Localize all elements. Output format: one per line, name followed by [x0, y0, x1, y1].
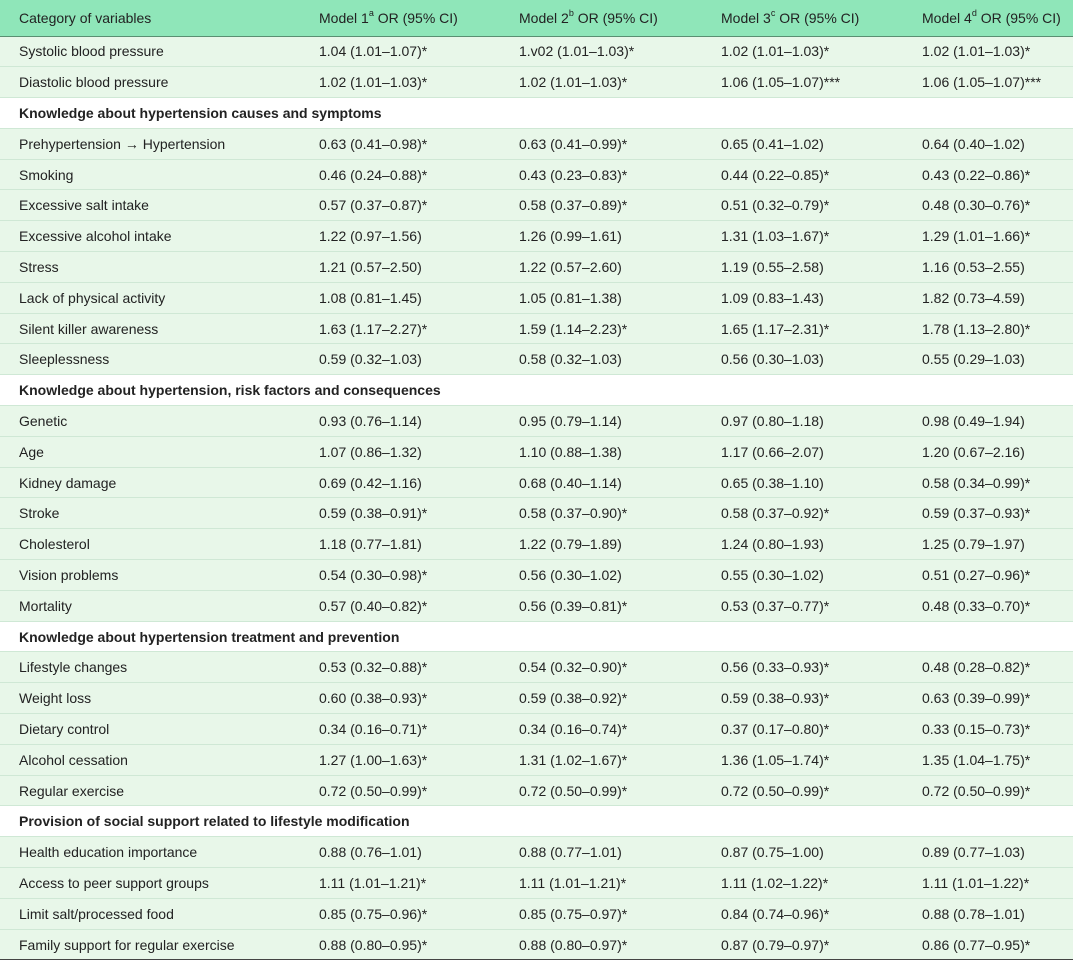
model-name: Model 1 — [319, 9, 369, 26]
odds-ratio-cell-model-4: 0.86 (0.77–0.95)* — [903, 929, 1073, 960]
table-row — [0, 837, 1073, 868]
odds-ratio-cell-model-3: 1.17 (0.66–2.07) — [702, 436, 903, 467]
variable-label: Regular exercise — [0, 775, 300, 806]
odds-ratio-cell-model-1: 0.63 (0.41–0.98)* — [300, 128, 500, 159]
header-model-1 — [300, 0, 500, 36]
table-row — [0, 714, 1073, 745]
odds-ratio-cell-model-2: 0.88 (0.80–0.97)* — [500, 929, 702, 960]
odds-ratio-cell-model-3: 0.87 (0.79–0.97)* — [702, 929, 903, 960]
table-row — [0, 252, 1073, 283]
table-row — [0, 929, 1073, 960]
odds-ratio-cell-model-1: 0.34 (0.16–0.71)* — [300, 714, 500, 745]
odds-ratio-cell-model-4: 0.48 (0.30–0.76)* — [903, 190, 1073, 221]
odds-ratio-cell-model-3: 1.02 (1.01–1.03)* — [702, 36, 903, 67]
variable-label: Sleeplessness — [0, 344, 300, 375]
odds-ratio-cell-model-1: 0.46 (0.24–0.88)* — [300, 159, 500, 190]
variable-label: Smoking — [0, 159, 300, 190]
variable-label: Weight loss — [0, 683, 300, 714]
table-row — [0, 498, 1073, 529]
table-body — [0, 36, 1073, 960]
odds-ratio-cell-model-3: 0.44 (0.22–0.85)* — [702, 159, 903, 190]
table-row — [0, 590, 1073, 621]
odds-ratio-cell-model-3: 0.84 (0.74–0.96)* — [702, 898, 903, 929]
odds-ratio-cell-model-3: 1.11 (1.02–1.22)* — [702, 868, 903, 899]
odds-ratio-cell-model-3: 0.65 (0.41–1.02) — [702, 128, 903, 159]
odds-ratio-cell-model-2: 0.56 (0.30–1.02) — [500, 560, 702, 591]
variable-label: Access to peer support groups — [0, 868, 300, 899]
odds-ratio-cell-model-2: 1.02 (1.01–1.03)* — [500, 67, 702, 98]
table-row — [0, 282, 1073, 313]
odds-ratio-cell-model-2: 1.v02 (1.01–1.03)* — [500, 36, 702, 67]
odds-ratio-cell-model-1: 0.59 (0.32–1.03) — [300, 344, 500, 375]
section-title: Knowledge about hypertension treatment and prevention — [0, 621, 1073, 652]
odds-ratio-cell-model-2: 0.95 (0.79–1.14) — [500, 406, 702, 437]
odds-ratio-cell-model-4: 1.20 (0.67–2.16) — [903, 436, 1073, 467]
odds-ratio-cell-model-3: 0.56 (0.33–0.93)* — [702, 652, 903, 683]
odds-ratio-cell-model-2: 0.63 (0.41–0.99)* — [500, 128, 702, 159]
odds-ratio-cell-model-3: 1.06 (1.05–1.07)*** — [702, 67, 903, 98]
odds-ratio-cell-model-1: 1.08 (0.81–1.45) — [300, 282, 500, 313]
odds-ratio-cell-model-1: 0.88 (0.80–0.95)* — [300, 929, 500, 960]
odds-ratio-cell-model-3: 0.59 (0.38–0.93)* — [702, 683, 903, 714]
odds-ratio-cell-model-3: 0.72 (0.50–0.99)* — [702, 775, 903, 806]
odds-ratio-cell-model-4: 0.48 (0.28–0.82)* — [903, 652, 1073, 683]
odds-ratio-cell-model-1: 0.93 (0.76–1.14) — [300, 406, 500, 437]
odds-ratio-cell-model-2: 1.05 (0.81–1.38) — [500, 282, 702, 313]
model-suffix: OR (95% CI) — [775, 9, 860, 26]
odds-ratio-cell-model-1: 0.85 (0.75–0.96)* — [300, 898, 500, 929]
model-suffix: OR (95% CI) — [976, 9, 1061, 26]
odds-ratio-cell-model-3: 1.31 (1.03–1.67)* — [702, 221, 903, 252]
table-row — [0, 652, 1073, 683]
table-row — [0, 344, 1073, 375]
variable-label: Stress — [0, 252, 300, 283]
table-row — [0, 221, 1073, 252]
variable-label: Mortality — [0, 590, 300, 621]
odds-ratio-cell-model-1: 1.18 (0.77–1.81) — [300, 529, 500, 560]
section-header-row — [0, 375, 1073, 406]
odds-ratio-cell-model-4: 0.72 (0.50–0.99)* — [903, 775, 1073, 806]
odds-ratio-cell-model-3: 0.55 (0.30–1.02) — [702, 560, 903, 591]
odds-ratio-cell-model-4: 1.02 (1.01–1.03)* — [903, 36, 1073, 67]
odds-ratio-cell-model-2: 1.59 (1.14–2.23)* — [500, 313, 702, 344]
odds-ratio-cell-model-3: 0.87 (0.75–1.00) — [702, 837, 903, 868]
table-row — [0, 467, 1073, 498]
odds-ratio-cell-model-4: 1.82 (0.73–4.59) — [903, 282, 1073, 313]
odds-ratio-cell-model-3: 1.24 (0.80–1.93) — [702, 529, 903, 560]
model-superscript: c — [770, 8, 776, 19]
odds-ratio-cell-model-3: 0.53 (0.37–0.77)* — [702, 590, 903, 621]
odds-ratio-cell-model-2: 0.58 (0.37–0.90)* — [500, 498, 702, 529]
odds-ratio-cell-model-4: 1.78 (1.13–2.80)* — [903, 313, 1073, 344]
variable-label: Alcohol cessation — [0, 744, 300, 775]
odds-ratio-cell-model-3: 1.19 (0.55–2.58) — [702, 252, 903, 283]
section-title: Provision of social support related to lifestyle modification — [0, 806, 1073, 837]
table-row — [0, 128, 1073, 159]
odds-ratio-cell-model-1: 1.07 (0.86–1.32) — [300, 436, 500, 467]
table-row — [0, 775, 1073, 806]
odds-ratio-cell-model-2: 0.56 (0.39–0.81)* — [500, 590, 702, 621]
odds-ratio-cell-model-1: 1.11 (1.01–1.21)* — [300, 868, 500, 899]
variable-label: Diastolic blood pressure — [0, 67, 300, 98]
section-header-row — [0, 98, 1073, 129]
section-header-row — [0, 621, 1073, 652]
odds-ratio-cell-model-2: 0.88 (0.77–1.01) — [500, 837, 702, 868]
odds-ratio-cell-model-3: 0.56 (0.30–1.03) — [702, 344, 903, 375]
model-suffix: OR (95% CI) — [373, 9, 458, 26]
odds-ratio-cell-model-2: 0.85 (0.75–0.97)* — [500, 898, 702, 929]
variable-label: Excessive alcohol intake — [0, 221, 300, 252]
odds-ratio-cell-model-2: 1.10 (0.88–1.38) — [500, 436, 702, 467]
odds-ratio-cell-model-2: 0.58 (0.37–0.89)* — [500, 190, 702, 221]
header-model-2 — [500, 0, 702, 36]
header-row — [0, 0, 1073, 36]
model-name: Model 4 — [922, 9, 972, 26]
variable-label: Stroke — [0, 498, 300, 529]
model-superscript: a — [368, 8, 374, 19]
odds-ratio-cell-model-4: 0.89 (0.77–1.03) — [903, 837, 1073, 868]
table-row — [0, 868, 1073, 899]
odds-ratio-cell-model-1: 0.53 (0.32–0.88)* — [300, 652, 500, 683]
model-suffix: OR (95% CI) — [573, 9, 658, 26]
variable-label: Silent killer awareness — [0, 313, 300, 344]
odds-ratio-cell-model-3: 1.09 (0.83–1.43) — [702, 282, 903, 313]
variable-label: Systolic blood pressure — [0, 36, 300, 67]
table-row — [0, 683, 1073, 714]
model-superscript: d — [971, 8, 977, 19]
variable-label: Age — [0, 436, 300, 467]
model-name: Model 2 — [519, 9, 569, 26]
variable-label: Vision problems — [0, 560, 300, 591]
odds-ratio-cell-model-1: 1.02 (1.01–1.03)* — [300, 67, 500, 98]
odds-ratio-cell-model-4: 0.51 (0.27–0.96)* — [903, 560, 1073, 591]
odds-ratio-cell-model-1: 0.54 (0.30–0.98)* — [300, 560, 500, 591]
odds-ratio-cell-model-2: 1.11 (1.01–1.21)* — [500, 868, 702, 899]
odds-ratio-cell-model-3: 0.97 (0.80–1.18) — [702, 406, 903, 437]
odds-ratio-cell-model-4: 1.35 (1.04–1.75)* — [903, 744, 1073, 775]
odds-ratio-cell-model-2: 1.22 (0.57–2.60) — [500, 252, 702, 283]
variable-label: Lack of physical activity — [0, 282, 300, 313]
odds-ratio-cell-model-4: 0.58 (0.34–0.99)* — [903, 467, 1073, 498]
odds-ratio-cell-model-4: 1.29 (1.01–1.66)* — [903, 221, 1073, 252]
odds-ratio-cell-model-3: 1.65 (1.17–2.31)* — [702, 313, 903, 344]
odds-ratio-cell-model-2: 0.54 (0.32–0.90)* — [500, 652, 702, 683]
odds-ratio-cell-model-4: 0.88 (0.78–1.01) — [903, 898, 1073, 929]
table-row — [0, 67, 1073, 98]
variable-label: Prehypertension → Hypertension — [0, 128, 300, 159]
odds-ratio-cell-model-2: 0.59 (0.38–0.92)* — [500, 683, 702, 714]
variable-label: Limit salt/processed food — [0, 898, 300, 929]
table-row — [0, 159, 1073, 190]
odds-ratio-cell-model-4: 0.48 (0.33–0.70)* — [903, 590, 1073, 621]
odds-ratio-cell-model-2: 1.26 (0.99–1.61) — [500, 221, 702, 252]
odds-ratio-cell-model-1: 1.63 (1.17–2.27)* — [300, 313, 500, 344]
odds-ratio-cell-model-2: 1.31 (1.02–1.67)* — [500, 744, 702, 775]
odds-ratio-cell-model-4: 0.55 (0.29–1.03) — [903, 344, 1073, 375]
variable-label: Health education importance — [0, 837, 300, 868]
odds-ratio-cell-model-4: 0.64 (0.40–1.02) — [903, 128, 1073, 159]
odds-ratio-cell-model-4: 0.98 (0.49–1.94) — [903, 406, 1073, 437]
odds-ratio-cell-model-2: 0.68 (0.40–1.14) — [500, 467, 702, 498]
odds-ratio-cell-model-1: 1.04 (1.01–1.07)* — [300, 36, 500, 67]
header-model-3 — [702, 0, 903, 36]
odds-ratio-cell-model-4: 1.11 (1.01–1.22)* — [903, 868, 1073, 899]
odds-ratio-cell-model-1: 0.69 (0.42–1.16) — [300, 467, 500, 498]
variable-label: Kidney damage — [0, 467, 300, 498]
table-row — [0, 560, 1073, 591]
odds-ratio-cell-model-3: 1.36 (1.05–1.74)* — [702, 744, 903, 775]
odds-ratio-cell-model-3: 0.58 (0.37–0.92)* — [702, 498, 903, 529]
table-row — [0, 190, 1073, 221]
odds-ratio-cell-model-1: 0.88 (0.76–1.01) — [300, 837, 500, 868]
odds-ratio-cell-model-4: 1.25 (0.79–1.97) — [903, 529, 1073, 560]
odds-ratio-cell-model-1: 0.72 (0.50–0.99)* — [300, 775, 500, 806]
odds-ratio-cell-model-1: 0.57 (0.37–0.87)* — [300, 190, 500, 221]
odds-ratio-cell-model-3: 0.51 (0.32–0.79)* — [702, 190, 903, 221]
odds-ratio-cell-model-1: 1.27 (1.00–1.63)* — [300, 744, 500, 775]
variable-label: Dietary control — [0, 714, 300, 745]
table-header — [0, 0, 1073, 36]
odds-ratio-cell-model-4: 0.43 (0.22–0.86)* — [903, 159, 1073, 190]
odds-ratio-cell-model-2: 1.22 (0.79–1.89) — [500, 529, 702, 560]
table-row — [0, 313, 1073, 344]
section-title: Knowledge about hypertension, risk factors and consequences — [0, 375, 1073, 406]
header-category: Category of variables — [0, 0, 300, 36]
variable-label: Excessive salt intake — [0, 190, 300, 221]
table-row — [0, 436, 1073, 467]
section-header-row — [0, 806, 1073, 837]
variable-label: Cholesterol — [0, 529, 300, 560]
odds-ratio-cell-model-2: 0.34 (0.16–0.74)* — [500, 714, 702, 745]
odds-ratio-cell-model-3: 0.65 (0.38–1.10) — [702, 467, 903, 498]
odds-ratio-cell-model-1: 0.60 (0.38–0.93)* — [300, 683, 500, 714]
odds-ratio-cell-model-2: 0.72 (0.50–0.99)* — [500, 775, 702, 806]
variable-label: Family support for regular exercise — [0, 929, 300, 960]
table-row — [0, 898, 1073, 929]
odds-ratio-cell-model-2: 0.58 (0.32–1.03) — [500, 344, 702, 375]
variable-label: Genetic — [0, 406, 300, 437]
odds-ratio-cell-model-2: 0.43 (0.23–0.83)* — [500, 159, 702, 190]
odds-ratio-cell-model-4: 1.06 (1.05–1.07)*** — [903, 67, 1073, 98]
odds-ratio-cell-model-1: 1.21 (0.57–2.50) — [300, 252, 500, 283]
table-row — [0, 36, 1073, 67]
odds-ratio-cell-model-4: 0.63 (0.39–0.99)* — [903, 683, 1073, 714]
odds-ratio-cell-model-1: 0.59 (0.38–0.91)* — [300, 498, 500, 529]
table-row — [0, 529, 1073, 560]
odds-ratio-cell-model-3: 0.37 (0.17–0.80)* — [702, 714, 903, 745]
odds-ratio-cell-model-1: 0.57 (0.40–0.82)* — [300, 590, 500, 621]
table-row — [0, 406, 1073, 437]
odds-ratio-cell-model-4: 1.16 (0.53–2.55) — [903, 252, 1073, 283]
variable-label: Lifestyle changes — [0, 652, 300, 683]
header-model-4 — [903, 0, 1073, 36]
model-name: Model 3 — [721, 9, 771, 26]
section-title: Knowledge about hypertension causes and symptoms — [0, 98, 1073, 129]
model-superscript: b — [568, 8, 574, 19]
odds-ratio-cell-model-4: 0.33 (0.15–0.73)* — [903, 714, 1073, 745]
table-row — [0, 744, 1073, 775]
odds-ratio-cell-model-1: 1.22 (0.97–1.56) — [300, 221, 500, 252]
odds-ratio-cell-model-4: 0.59 (0.37–0.93)* — [903, 498, 1073, 529]
